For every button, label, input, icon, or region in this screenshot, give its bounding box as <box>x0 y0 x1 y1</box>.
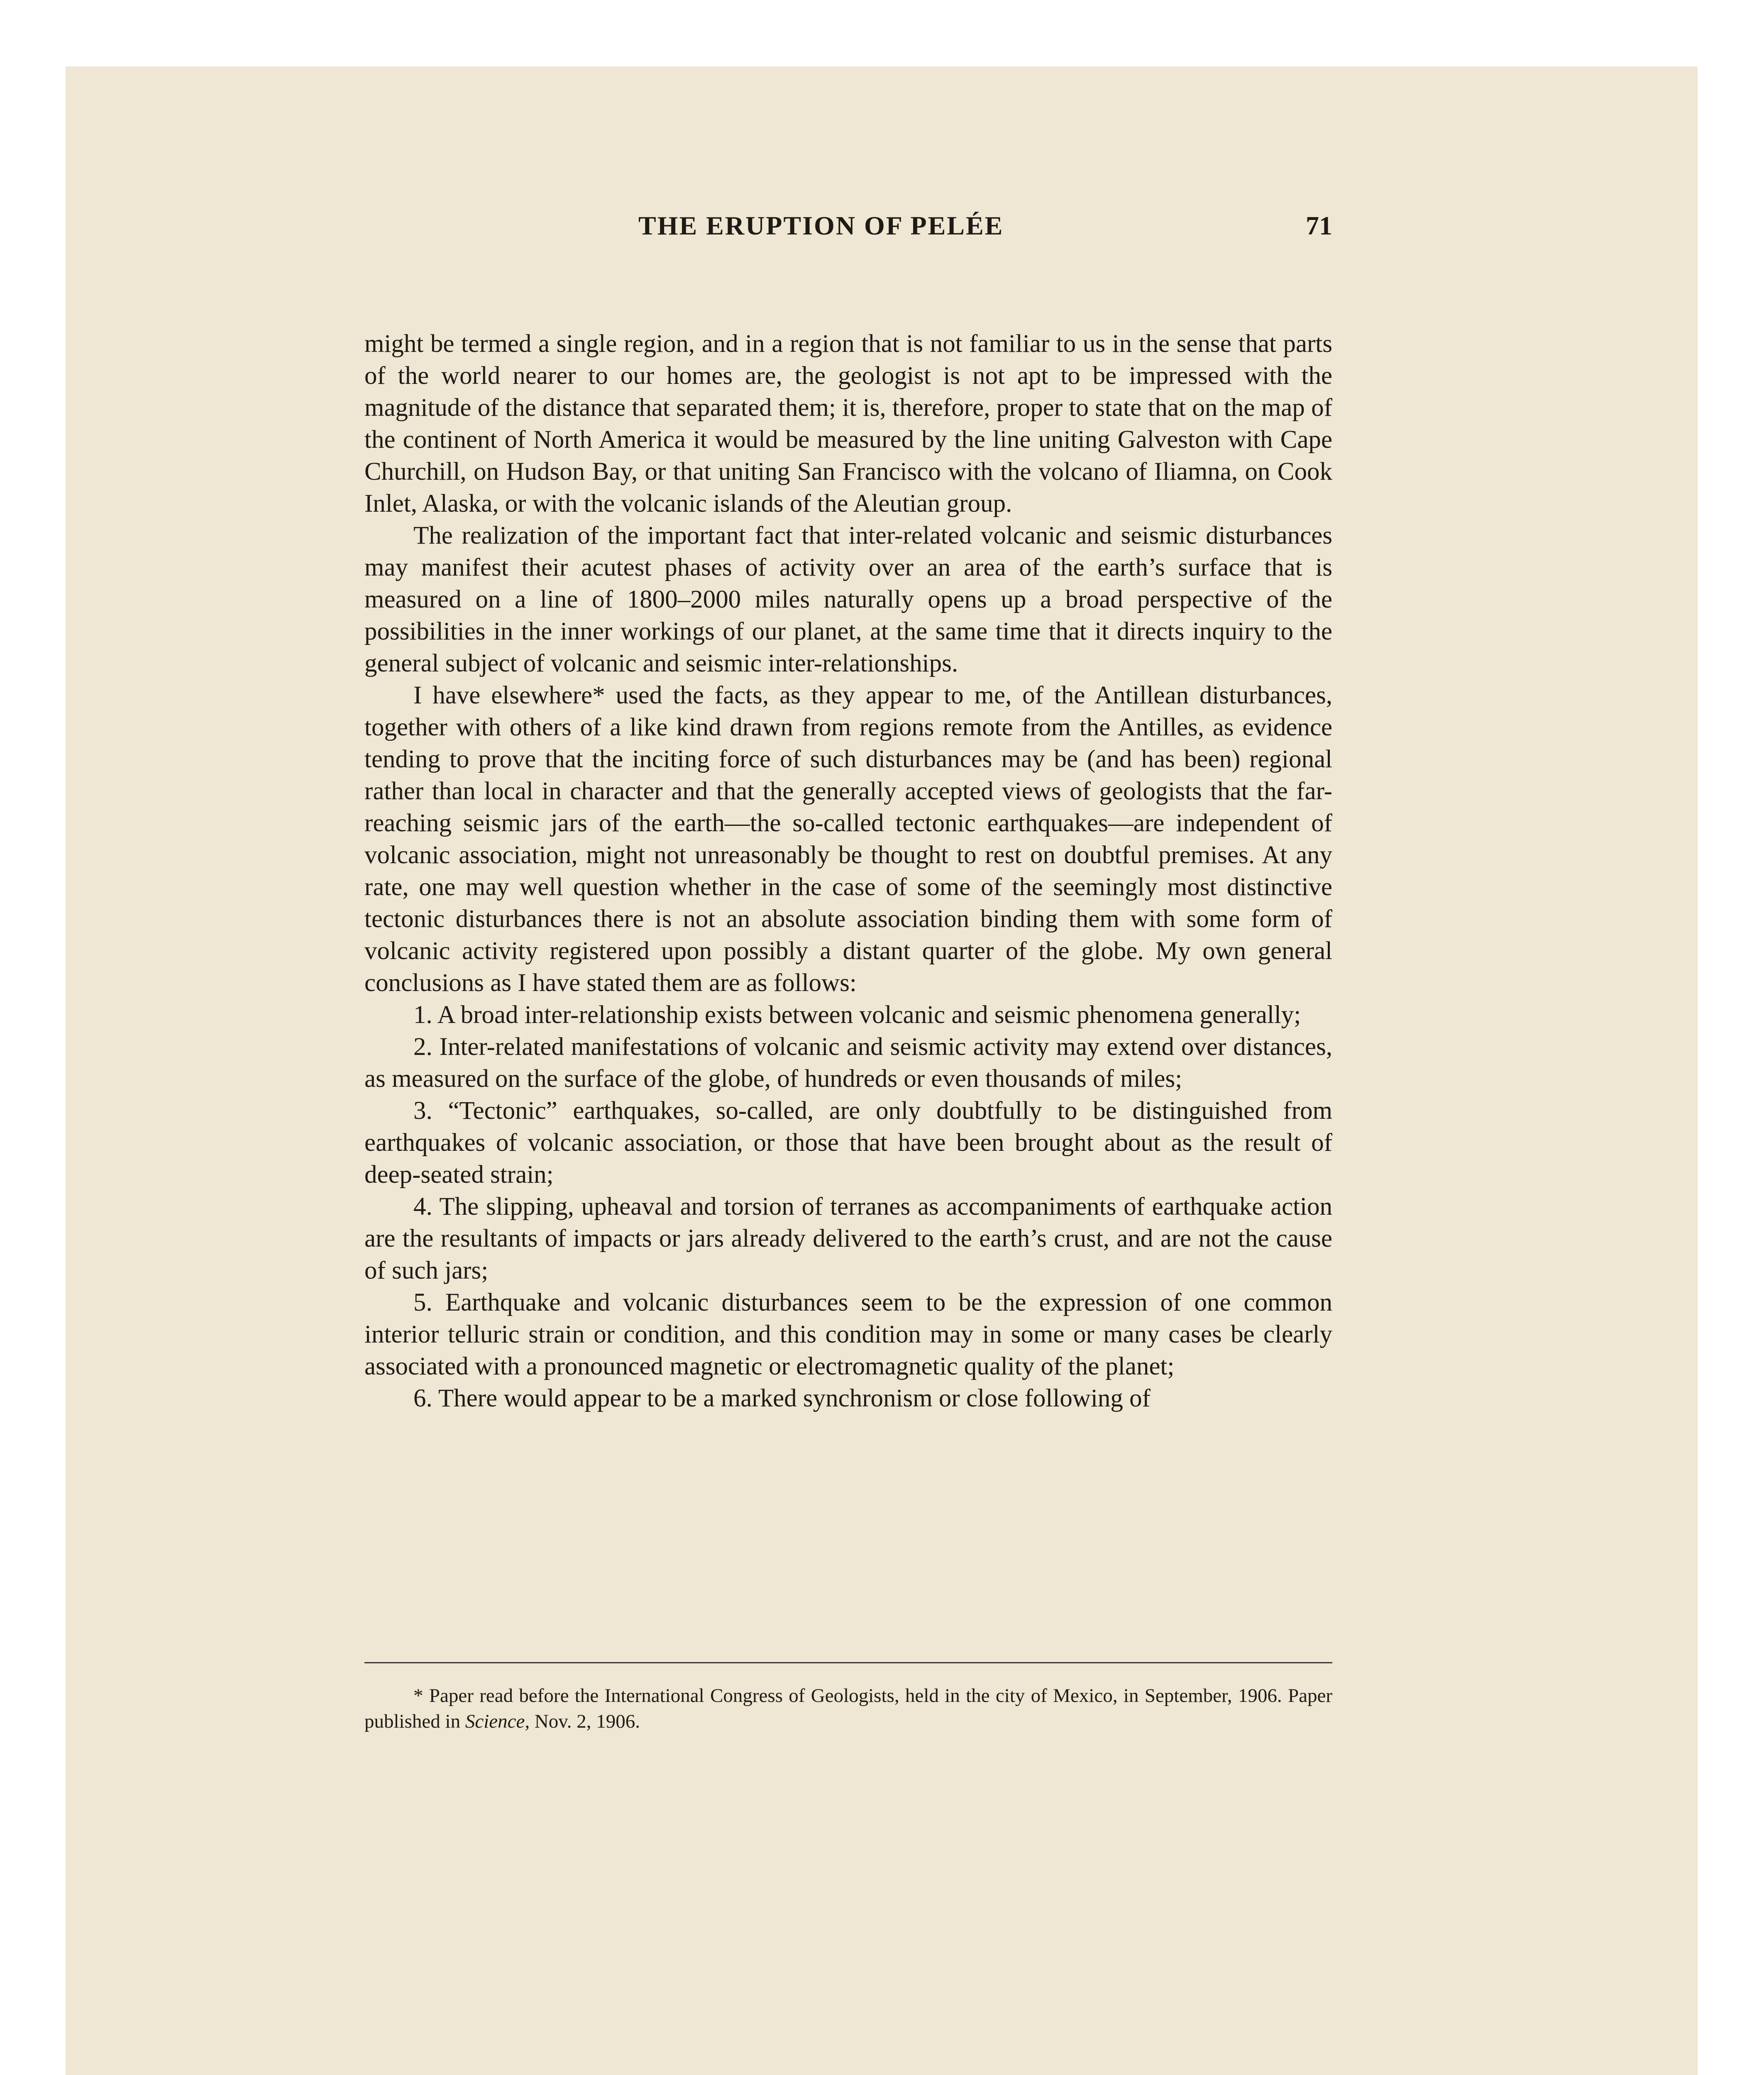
conclusion-item: 1. A broad inter-relationship exists between volcanic and seismic phenomena generally; <box>413 1001 1301 1029</box>
footnote-divider <box>364 1662 1332 1663</box>
conclusion-item: 3. “Tectonic” earthquakes, so-called, are only doubtfully to be distinguished from earthquakes of volcanic association, or those that have been brought about as the result of deep-seated strain; <box>364 1097 1332 1189</box>
conclusion-item: 2. Inter-related manifestations of volcanic and seismic activity may extend over distances, as measured on the surface of the globe, of hundreds or even thousands of miles; <box>364 1033 1332 1093</box>
conclusion-item: 4. The slipping, upheaval and torsion of terranes as accompaniments of earthquake action are the resultants of impacts or jars already delivered to the earth’s crust, and are not the cause of such jars; <box>364 1193 1332 1284</box>
paragraph: I have elsewhere* used the facts, as they appear to me, of the Antillean disturbances, together with others of a like kind drawn from regions remote from the Antilles, as evidence tending to prove that the inciting force of such disturbances may be (and has been) regional rather than local in character and that the generally accepted views of geologists that the far-reaching seismic jars of the earth—the so-called tectonic earthquakes—are independent of volcanic association, might not unreasonably be thought to rest on doubtful premises. At any rate, one may well question whether in the case of some of the seemingly most distinctive tectonic disturbances there is not an absolute association binding them with some form of volcanic activity registered upon possibly a distant quarter of the globe. My own general conclusions as I have stated them are as follows: <box>364 681 1332 997</box>
footnote-text-start: * Paper read before the International Congress of Geologists, held in the city of Mexico, in September, 1906. Paper published in <box>364 1685 1332 1732</box>
paragraph: The realization of the important fact that inter-related volcanic and seismic disturbances may manifest their acutest phases of activity over an area of the earth’s surface that is measured on a line of 1800–2000 miles naturally opens up a broad perspective of the possibilities in the inner workings of our planet, at the same time that it directs inquiry to the general subject of volcanic and seismic inter-relationships. <box>364 522 1332 677</box>
body-text <box>364 328 1332 1414</box>
conclusion-item: 5. Earthquake and volcanic disturbances seem to be the expression of one common interior telluric strain or condition, and this condition may in some or many cases be clearly associated with a pronounced magnetic or electromagnetic quality of the planet; <box>364 1289 1332 1380</box>
footnote-text-end: Nov. 2, 1906. <box>530 1711 640 1732</box>
running-title: THE ERUPTION OF PELÉE <box>638 211 1004 240</box>
footnote-text <box>364 1683 1332 1734</box>
journal-name: Science, <box>465 1711 530 1732</box>
running-header <box>364 210 1332 248</box>
footnote <box>364 1683 1332 1734</box>
conclusion-item: 6. There would appear to be a marked synchronism or close following of <box>413 1384 1151 1412</box>
page-number: 71 <box>1306 211 1332 240</box>
paragraph: might be termed a single region, and in a region that is not familiar to us in the sense that parts of the world nearer to our homes are, the geologist is not apt to be impressed with the magnitude of the distance that separated them; it is, therefore, proper to state that on the map of the continent of North America it would be measured by the line uniting Galveston with Cape Churchill, on Hudson Bay, or that uniting San Francisco with the volcano of Iliamna, on Cook Inlet, Alaska, or with the volcanic islands of the Aleutian group. <box>364 330 1332 518</box>
